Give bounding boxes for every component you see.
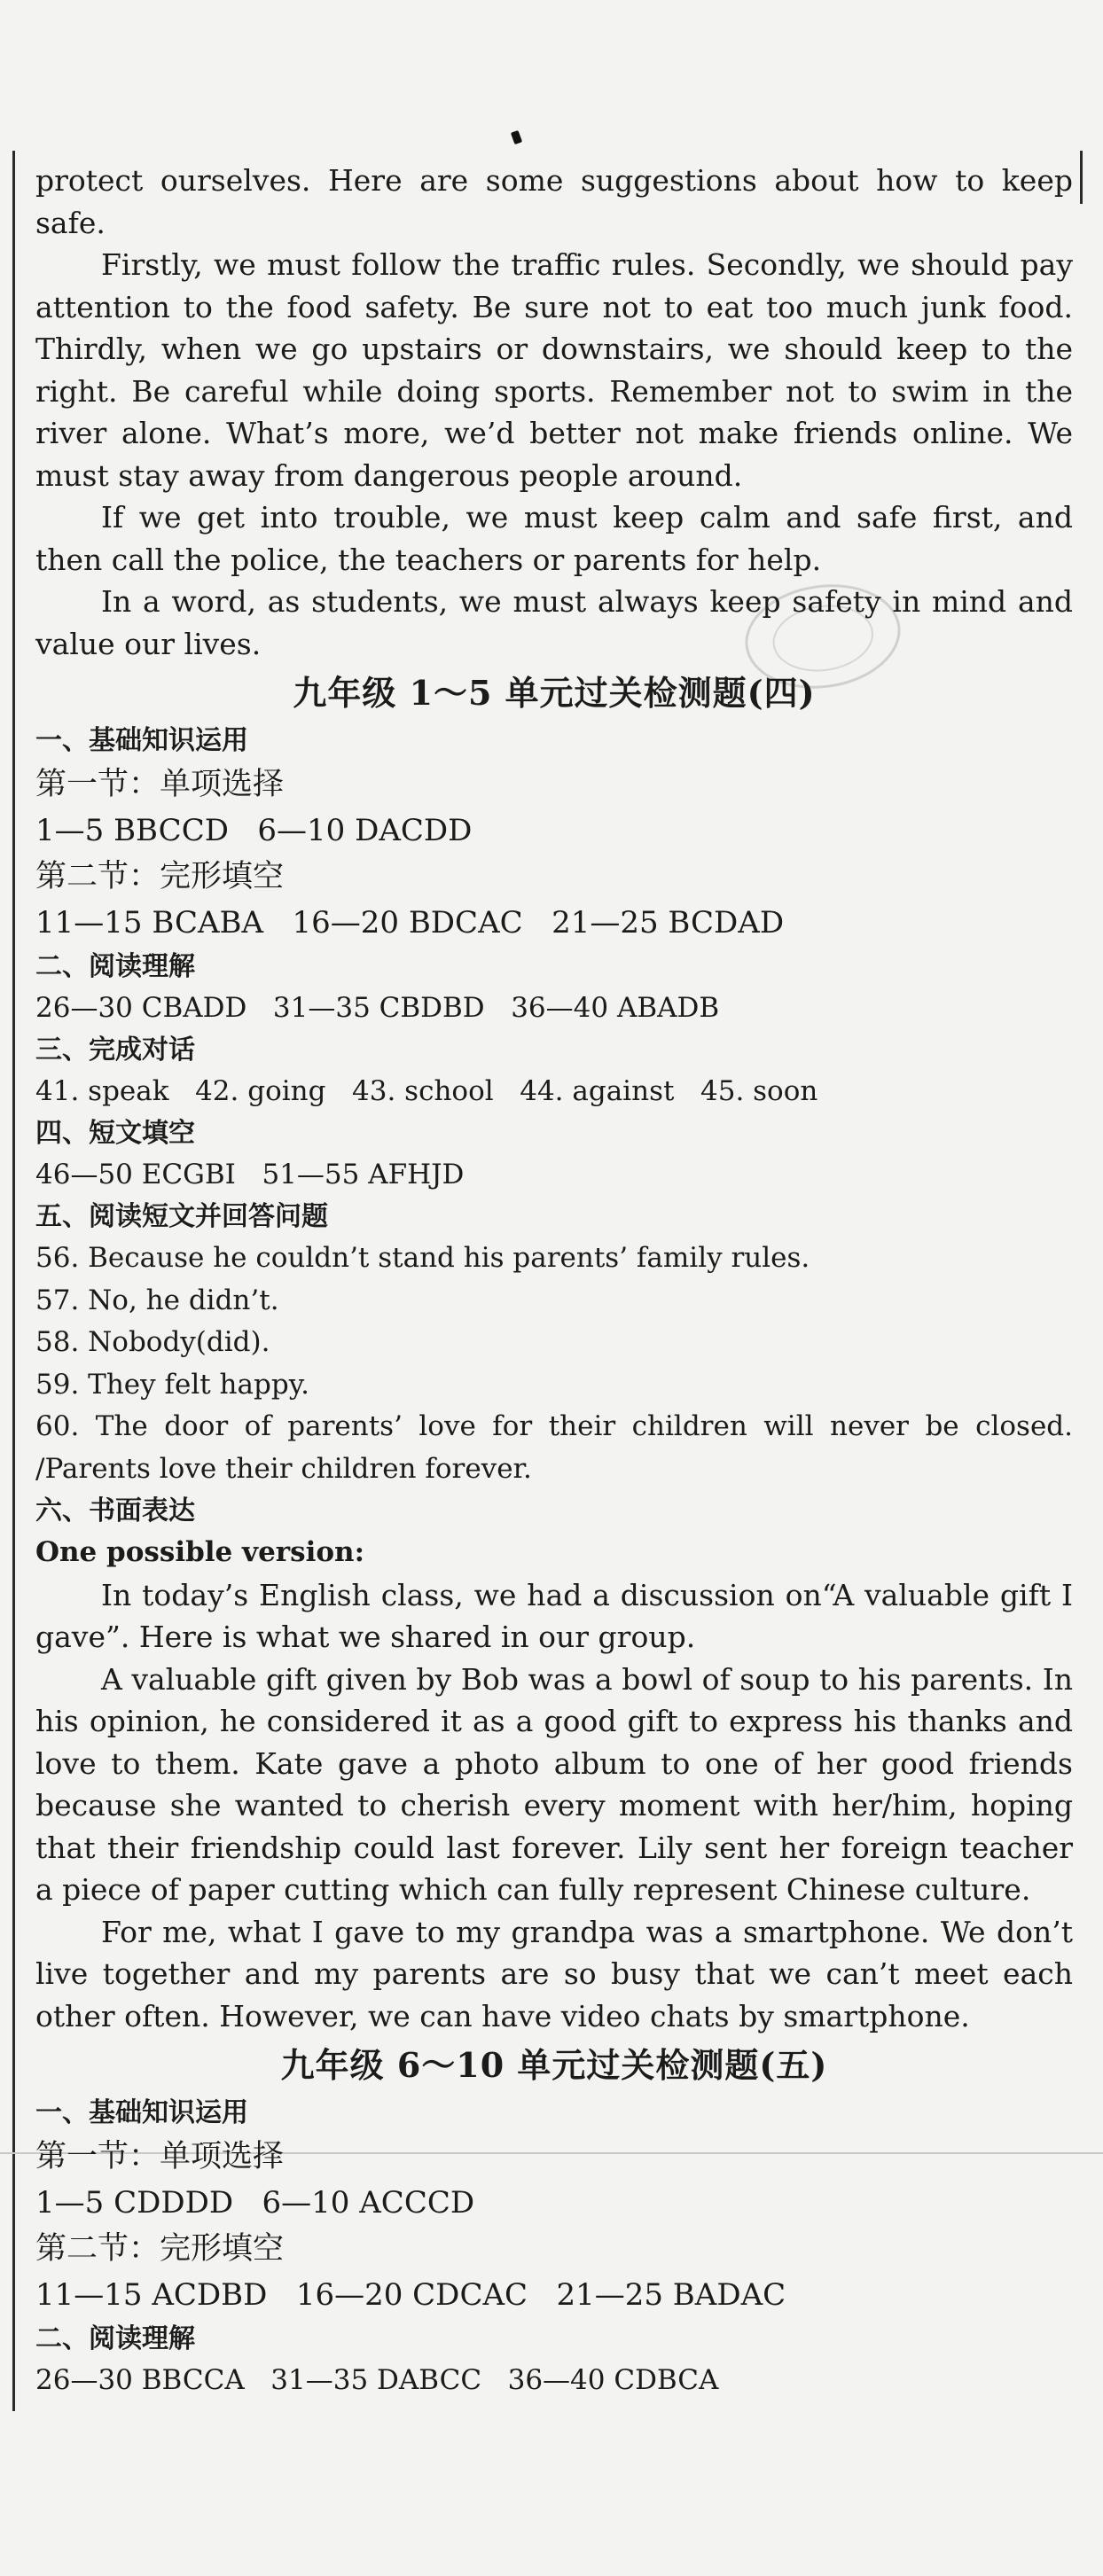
- answer-line: 46—50 ECGBI 51—55 AFHJD: [35, 1159, 465, 1190]
- section-heading: 三、完成对话: [35, 1034, 195, 1066]
- answer-item: 58. Nobody(did).: [35, 1326, 270, 1358]
- essay-paragraph: If we get into trouble, we must keep calm and safe first, and then call the police, the teachers or parents for help.: [35, 500, 1073, 577]
- section-heading: 五、阅读短文并回答问题: [35, 1201, 328, 1232]
- answer-line: 1—5 CDDDD 6—10 ACCCD: [35, 2185, 475, 2221]
- essay-paragraph: Firstly, we must follow the traffic rules. Secondly, we should pay attention to the food safety. Be sure not to eat too much junk food. Thirdly, when we go upstairs or downstairs, we should keep to the right. Be careful while doing sports. Remember not to swim in the river alone. What’s more, we’d better not make friends online. We must stay away from dangerous people around.: [35, 247, 1073, 493]
- answer-line: 41. speak 42. going 43. school 44. against 45. soon: [35, 1075, 818, 1107]
- essay-paragraph: A valuable gift given by Bob was a bowl of soup to his parents. In his opinion, he considered it as a good gift to express his thanks and love to them. Kate gave a photo album to one of her good friends because she wanted to cherish every moment with her/him, hoping that their friendship could last forever. Lily sent her foreign teacher a piece of paper cutting which can fully represent Chinese culture.: [35, 1661, 1073, 1907]
- answer-line: 26—30 CBADD 31—35 CBDBD 36—40 ABADB: [35, 992, 720, 1024]
- essay-paragraph: In a word, as students, we must always keep safety in mind and value our lives.: [35, 584, 1073, 661]
- essay-paragraph: In today’s English class, we had a discussion on“A valuable gift I gave”. Here is what we shared in our group.: [35, 1577, 1073, 1654]
- answer-item: 59. They felt happy.: [35, 1368, 309, 1401]
- answer-line: 26—30 BBCCA 31—35 DABCC 36—40 CDBCA: [35, 2364, 719, 2396]
- section-heading: 四、短文填空: [35, 1118, 195, 1149]
- answer-item: 60. The door of parents’ love for their children will never be closed. /Parents love their children forever.: [35, 1410, 1073, 1485]
- ink-mark: [511, 130, 522, 144]
- version-label: One possible version:: [35, 1536, 365, 1568]
- section-heading: 二、阅读理解: [35, 2323, 195, 2354]
- essay-paragraph: For me, what I gave to my grandpa was a smartphone. We don’t live together and my parents are so busy that we can’t meet each other often. However, we can have video chats by smartphone.: [35, 1914, 1073, 2033]
- essay-paragraph: protect ourselves. Here are some suggestions about how to keep safe.: [35, 163, 1073, 240]
- page-content: [35, 160, 1073, 2401]
- page-edge-line-right: [1080, 151, 1083, 204]
- answer-line: 11—15 ACDBD 16—20 CDCAC 21—25 BADAC: [35, 2277, 786, 2313]
- subsection-heading: 第一节：单项选择: [35, 767, 285, 802]
- answer-item: 56. Because he couldn’t stand his parents’ family rules.: [35, 1242, 810, 1274]
- subsection-heading: 第二节：完形填空: [35, 859, 285, 894]
- subsection-heading: 第二节：完形填空: [35, 2231, 285, 2267]
- test-title: 九年级 1～5 单元过关检测题(四): [293, 673, 816, 713]
- section-heading: 一、基础知识运用: [35, 725, 248, 756]
- section-heading: 二、阅读理解: [35, 951, 195, 982]
- answer-line: 1—5 BBCCD 6—10 DACDD: [35, 813, 473, 848]
- page-edge-line: [12, 151, 15, 2411]
- answer-line: 11—15 BCABA 16—20 BDCAC 21—25 BCDAD: [35, 905, 785, 941]
- test-title: 九年级 6～10 单元过关检测题(五): [280, 2045, 828, 2085]
- subsection-heading: 第一节：单项选择: [35, 2139, 285, 2174]
- section-heading: 一、基础知识运用: [35, 2097, 248, 2128]
- answer-item: 57. No, he didn’t.: [35, 1284, 279, 1316]
- section-heading: 六、书面表达: [35, 1495, 195, 1526]
